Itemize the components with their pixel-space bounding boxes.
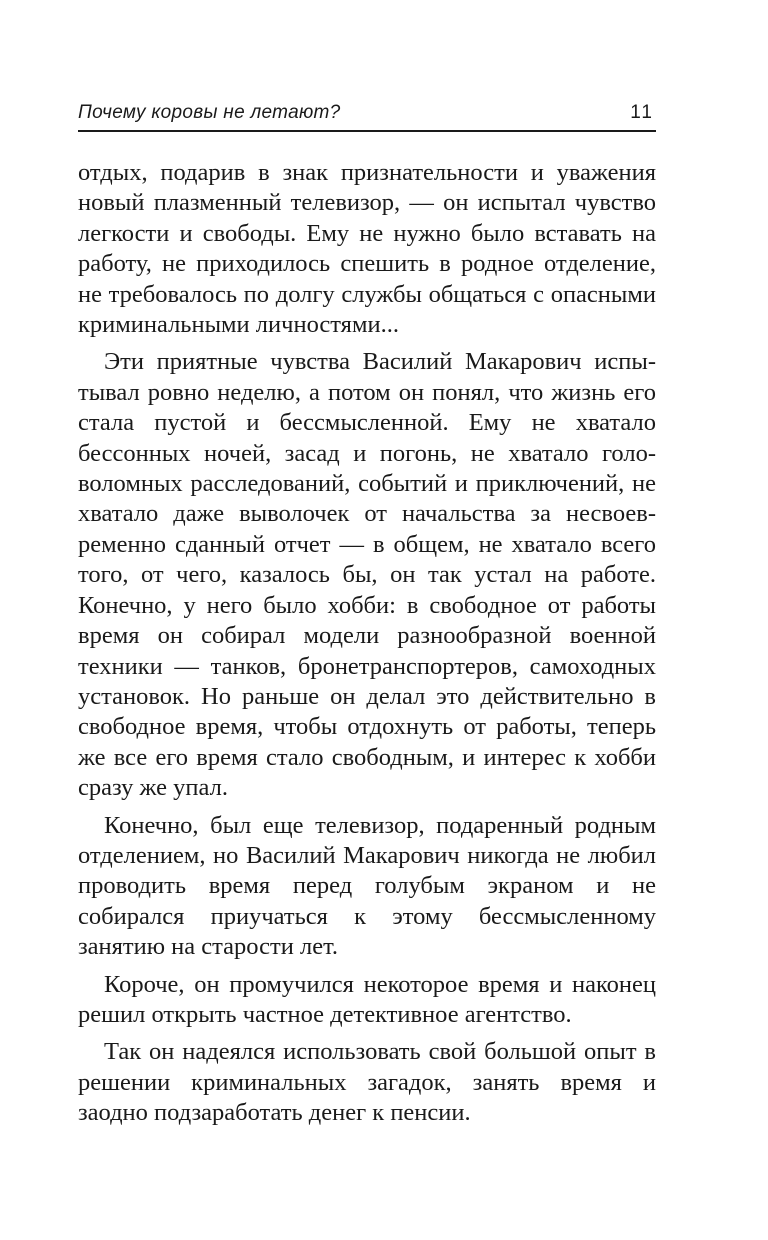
running-title: Почему коровы не летают? [78,102,341,123]
running-header [78,100,656,132]
paragraph-4: Короче, он промучился некоторое время и наконец решил открыть частное детективное агентство. [78,970,656,1028]
paragraph-2: Эти приятные чувства Василий Макарович испытывал ровно неделю, а потом он понял, что жизнь его стала пустой и бессмысленной. Ему не хватало бессонных ночей, засад и погонь, не хватало головоломных расследований, событий и приключений, не хватало даже выволочек от начальства за несвоевременно сданный отчет — в общем, не хватало всего того, от чего, казалось бы, он так устал на работе. Конечно, у него было хобби: в свободное от работы время он собирал модели разнообразной военной техники — танков, бронетранспортеров, самоходных установок. Но раньше он делал это действительно в свободное время, чтобы отдохнуть от работы, теперь же все его время стало свободным, и интерес к хобби сразу же упал. [78,348,656,802]
body-text [78,158,656,1136]
paragraph-1: отдых, подарив в знак признательности и уважения новый плазменный телевизор, — он испытал чувство легкости и свободы. Ему не нужно было вставать на работу, не приходилось спешить в родное отделение, не требовалось по долгу службы общаться с опасными криминальными личностями... [78,159,656,339]
paragraph-5: Так он надеялся использовать свой большой опыт в решении криминальных загадок, занять время и заодно подзаработать денег к пенсии. [78,1038,656,1127]
page-number: 11 [630,102,654,123]
paragraph-3: Конечно, был еще телевизор, подаренный родным отделением, но Василий Макарович никогда не любил проводить время перед голубым экраном и не собирался приучаться к этому бессмысленному занятию на старости лет. [78,811,656,961]
